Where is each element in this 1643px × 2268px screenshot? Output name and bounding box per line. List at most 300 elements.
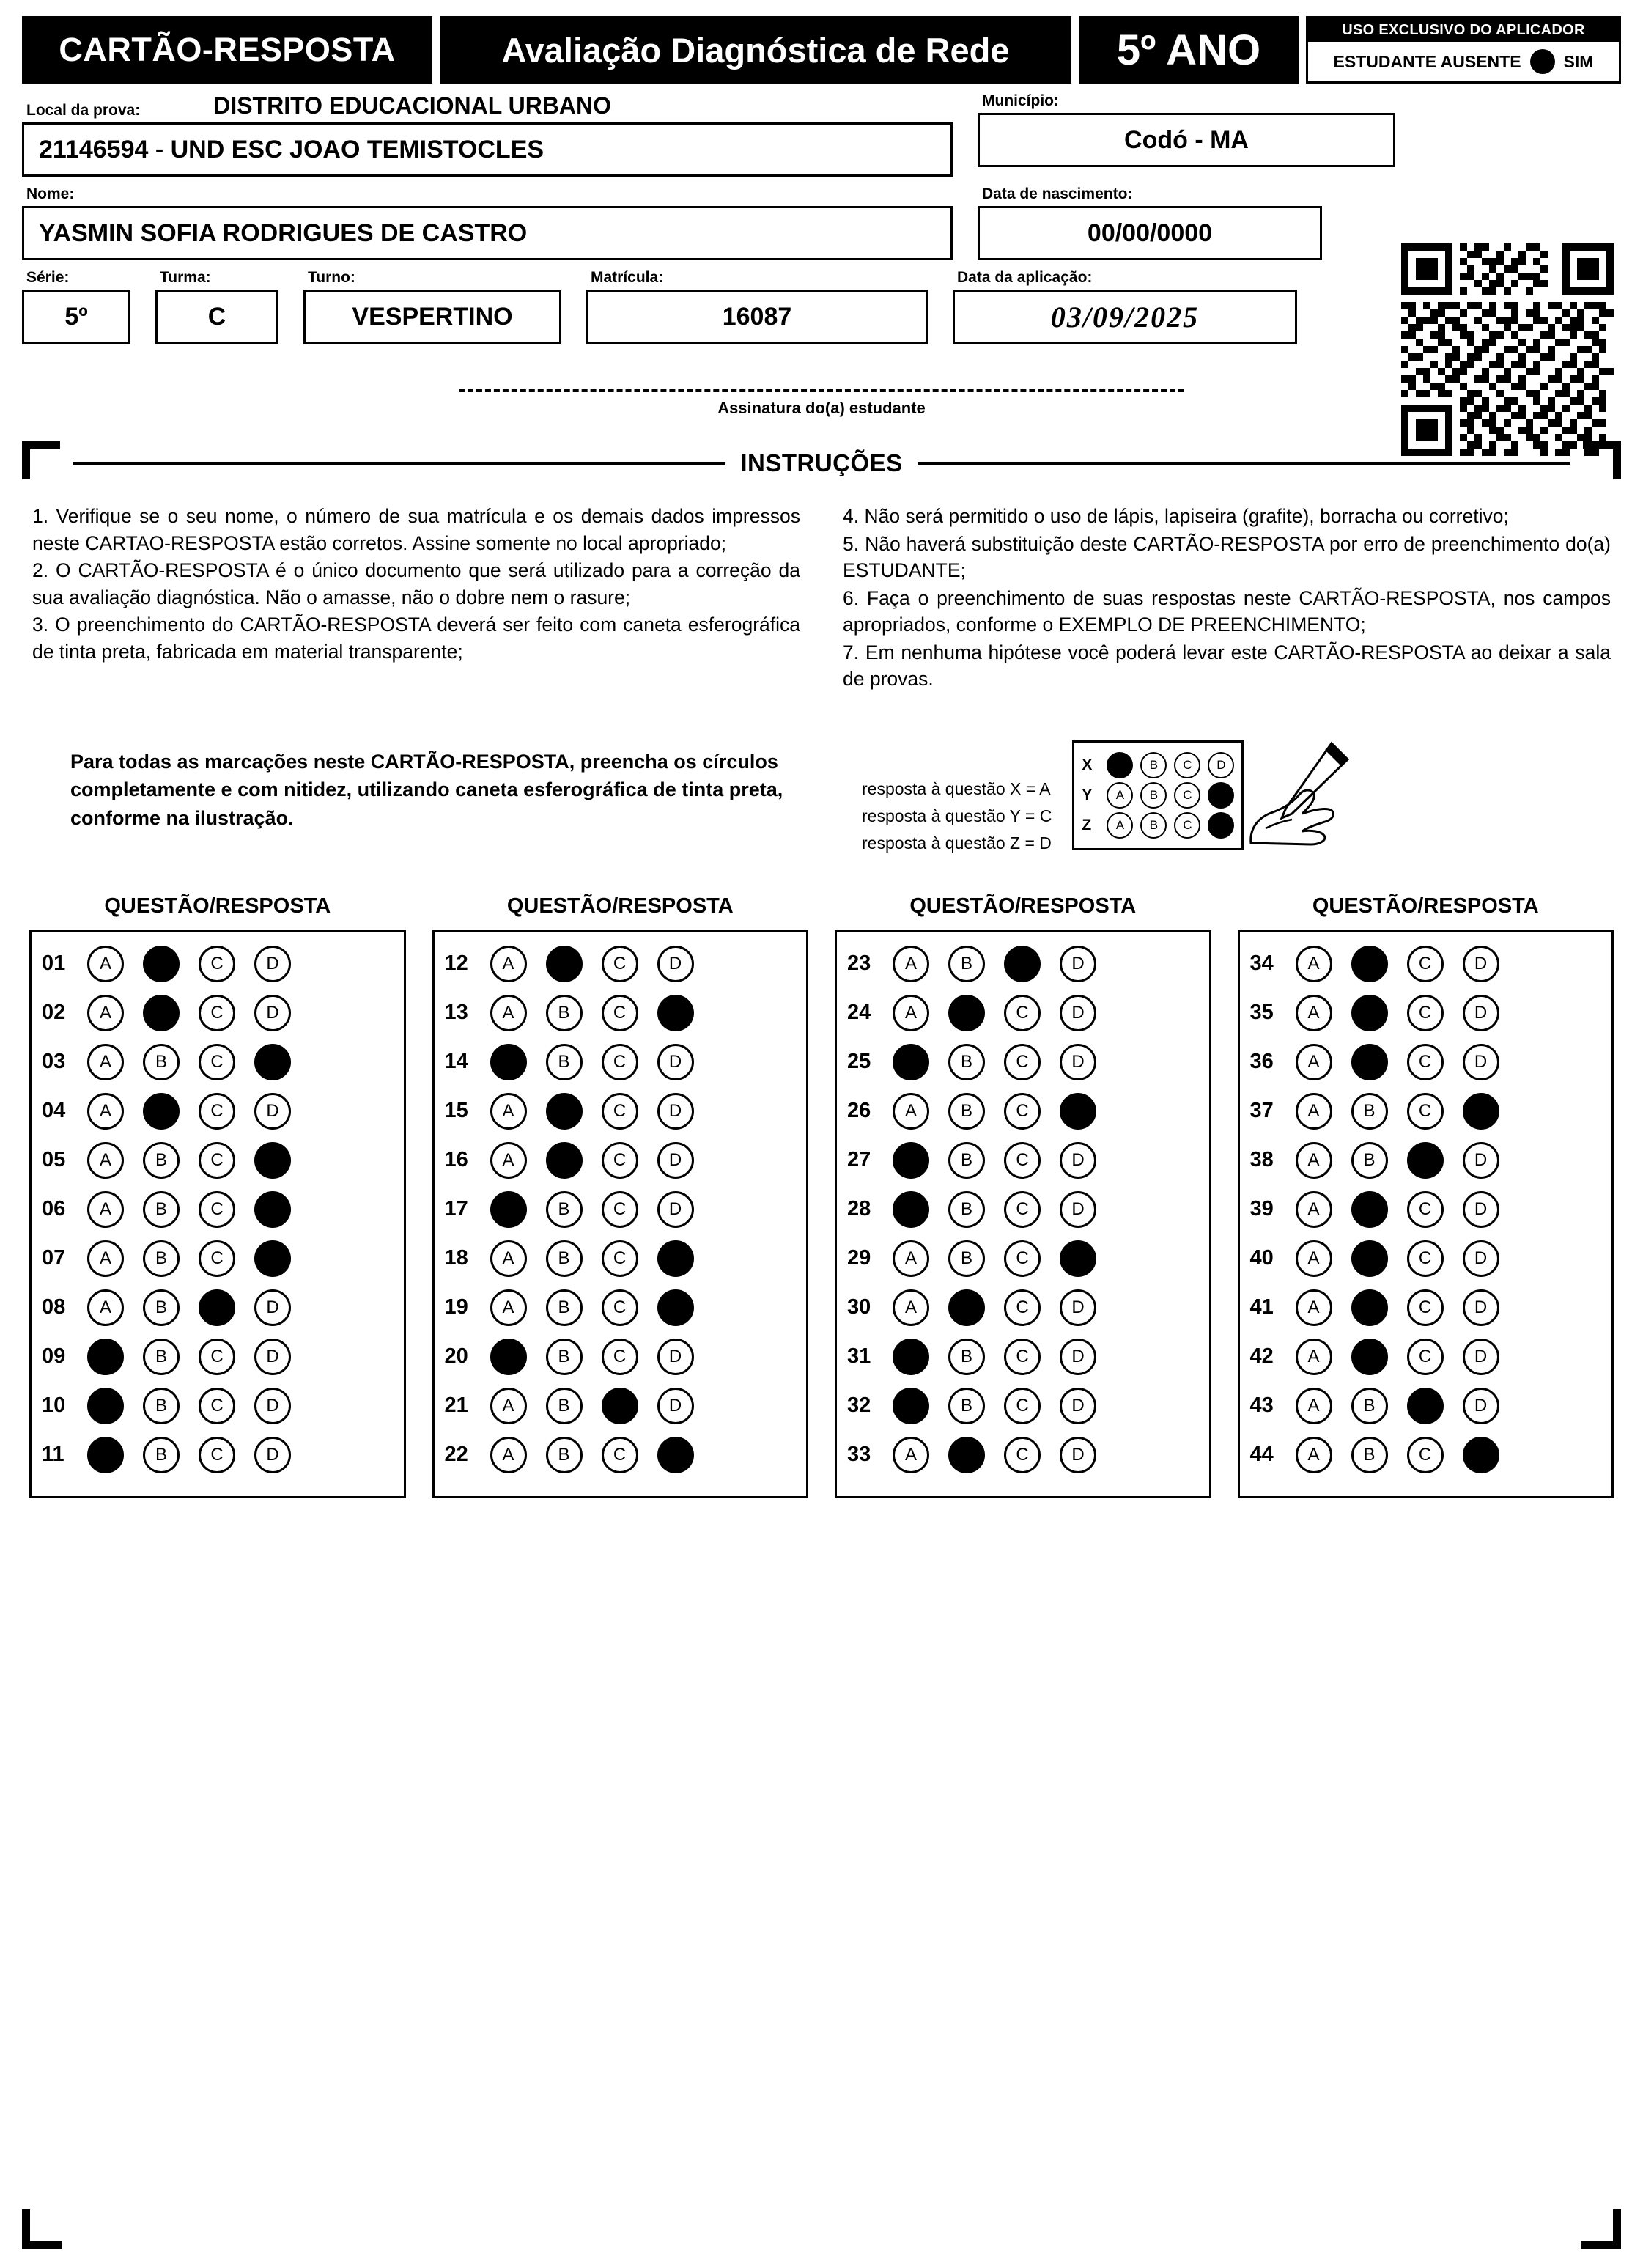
turma-field[interactable]: C [155, 290, 278, 344]
answer-bubble-d[interactable]: D [657, 1437, 694, 1473]
option-group [1296, 1044, 1602, 1080]
answer-bubble-c[interactable]: C [602, 1191, 638, 1228]
option-group [490, 1093, 797, 1130]
answer-bubble-b[interactable]: B [546, 1093, 583, 1130]
answer-bubble-d[interactable]: D [254, 1289, 291, 1326]
option-group [893, 1437, 1199, 1473]
option-group [1296, 1142, 1602, 1179]
answer-bubble-a[interactable]: A [893, 1437, 929, 1473]
absent-bubble-icon[interactable] [1530, 49, 1555, 74]
answer-bubble-b[interactable]: B [948, 1437, 985, 1473]
answer-bubble-b[interactable]: B [1351, 1142, 1388, 1179]
example-row-label: Z [1082, 816, 1092, 833]
answer-bubble-b[interactable]: B [948, 1240, 985, 1277]
answer-bubble-d[interactable]: D [254, 1044, 291, 1080]
answer-bubble-c[interactable]: C [1407, 1191, 1444, 1228]
question-number: 04 [42, 1099, 66, 1123]
answer-bubble-a[interactable]: A [490, 1240, 527, 1277]
answer-bubble-b[interactable]: B [546, 1437, 583, 1473]
answer-bubble-c[interactable]: C [1004, 946, 1041, 982]
corner-mark-bottom-right [1581, 2209, 1621, 2249]
nascimento-field[interactable]: 00/00/0000 [978, 206, 1322, 260]
answer-bubble-c[interactable]: C [1004, 1437, 1041, 1473]
answer-bubble-b[interactable]: B [143, 1044, 180, 1080]
answer-bubble-d[interactable]: D [657, 946, 694, 982]
answer-bubble-a[interactable]: A [490, 995, 527, 1031]
answer-bubble-a[interactable]: A [893, 1191, 929, 1228]
option-group [490, 1289, 797, 1326]
answer-bubble-a[interactable]: A [1296, 1289, 1332, 1326]
signature-line[interactable] [459, 389, 1184, 392]
answer-row [1250, 1339, 1602, 1375]
answer-bubble-d[interactable]: D [657, 995, 694, 1031]
answer-bubble-a[interactable]: A [1296, 1093, 1332, 1130]
answer-bubble-a[interactable]: A [490, 1339, 527, 1375]
question-number: 18 [444, 1246, 468, 1270]
answer-row [1250, 1142, 1602, 1179]
answer-bubble-a[interactable]: A [490, 1044, 527, 1080]
answer-bubble-b[interactable]: B [1351, 1339, 1388, 1375]
answer-bubble-c[interactable]: C [1004, 1388, 1041, 1424]
answer-bubble-a[interactable]: A [87, 995, 124, 1031]
answer-bubble-a[interactable]: A [87, 946, 124, 982]
answer-bubble-d[interactable]: D [657, 1339, 694, 1375]
answer-bubble-b[interactable]: B [1351, 1191, 1388, 1228]
answer-row [42, 1044, 394, 1080]
answer-bubble-c[interactable]: C [1004, 1191, 1041, 1228]
answer-bubble-b[interactable]: B [143, 1191, 180, 1228]
answer-bubble-b[interactable]: B [948, 1339, 985, 1375]
answer-bubble-c[interactable]: C [1407, 1093, 1444, 1130]
answer-row [42, 1093, 394, 1130]
answer-bubble-c[interactable]: C [1004, 1339, 1041, 1375]
answer-bubble-b[interactable]: B [143, 995, 180, 1031]
answer-bubble-c[interactable]: C [602, 1093, 638, 1130]
answer-bubble-d[interactable]: D [1060, 1191, 1096, 1228]
example-bubble-a[interactable]: A [1107, 812, 1133, 839]
answer-bubble-a[interactable]: A [490, 946, 527, 982]
answer-bubble-b[interactable]: B [948, 1191, 985, 1228]
answer-bubble-b[interactable]: B [546, 1240, 583, 1277]
answer-bubble-c[interactable]: C [199, 1142, 235, 1179]
answer-bubble-c[interactable]: C [1407, 1044, 1444, 1080]
answer-bubble-a[interactable]: A [1296, 1142, 1332, 1179]
answer-bubble-c[interactable]: C [602, 1142, 638, 1179]
answer-row [445, 1339, 797, 1375]
answer-bubble-c[interactable]: C [1004, 1093, 1041, 1130]
question-number: 35 [1249, 1001, 1274, 1025]
answer-bubble-a[interactable]: A [87, 1388, 124, 1424]
signature-area [459, 389, 1184, 418]
answer-bubble-d[interactable]: D [657, 1240, 694, 1277]
answer-bubble-d[interactable]: D [1060, 946, 1096, 982]
answer-row [1250, 1388, 1602, 1424]
answer-bubble-c[interactable]: C [199, 1240, 235, 1277]
card-type-label: CARTÃO-RESPOSTA [22, 16, 432, 84]
absent-row [1308, 42, 1619, 81]
answer-row [847, 995, 1199, 1031]
answer-bubble-a[interactable]: A [1296, 1339, 1332, 1375]
answer-bubble-b[interactable]: B [1351, 1044, 1388, 1080]
example-bubble-d[interactable]: D [1208, 752, 1234, 778]
corner-mark-top-left [22, 441, 60, 479]
matricula-field[interactable]: 16087 [586, 290, 928, 344]
answer-bubble-c[interactable]: C [199, 1388, 235, 1424]
answer-bubble-d[interactable]: D [657, 1289, 694, 1326]
answer-bubble-d[interactable]: D [1463, 1240, 1499, 1277]
answer-bubble-a[interactable]: A [893, 1388, 929, 1424]
answer-bubble-d[interactable]: D [1060, 1388, 1096, 1424]
answer-bubble-c[interactable]: C [602, 946, 638, 982]
answer-bubble-d[interactable]: D [1060, 1289, 1096, 1326]
answer-row [1250, 1437, 1602, 1473]
instructions-section [22, 441, 1621, 693]
answer-bubble-b[interactable]: B [1351, 1437, 1388, 1473]
row-nome [22, 177, 1621, 260]
answer-bubble-d[interactable]: D [1463, 1289, 1499, 1326]
answer-bubble-d[interactable]: D [657, 1142, 694, 1179]
answer-bubble-b[interactable]: B [546, 1191, 583, 1228]
instruction-item: 2. O CARTÃO-RESPOSTA é o único documento que será utilizado para a correção da sua avaliação diagnóstica. Não o amasse, não o dobre nem o rasure; [32, 559, 800, 608]
answer-bubble-b[interactable]: B [546, 1388, 583, 1424]
instructions-header [22, 441, 1621, 485]
answer-bubble-b[interactable]: B [143, 1437, 180, 1473]
answer-row [847, 1044, 1199, 1080]
answer-bubble-b[interactable]: B [143, 1240, 180, 1277]
example-bubble-a[interactable]: A [1107, 752, 1133, 778]
answer-bubble-b[interactable]: B [1351, 1388, 1388, 1424]
answer-bubble-d[interactable]: D [657, 1388, 694, 1424]
option-group [893, 1142, 1199, 1179]
answer-column-title: QUESTÃO/RESPOSTA [909, 894, 1137, 918]
answer-bubble-a[interactable]: A [87, 1437, 124, 1473]
answer-bubble-a[interactable]: A [490, 1388, 527, 1424]
school-field[interactable]: 21146594 - UND ESC JOAO TEMISTOCLES [22, 122, 953, 177]
answer-bubble-a[interactable]: A [87, 1339, 124, 1375]
answer-bubble-a[interactable]: A [87, 1142, 124, 1179]
answer-bubble-a[interactable]: A [893, 1289, 929, 1326]
answer-row [1250, 946, 1602, 982]
answer-bubble-c[interactable]: C [1407, 946, 1444, 982]
option-group [893, 995, 1199, 1031]
question-number: 21 [444, 1393, 468, 1418]
answer-bubble-a[interactable]: A [87, 1240, 124, 1277]
option-group [490, 1388, 797, 1424]
answer-bubble-c[interactable]: C [1407, 1388, 1444, 1424]
answer-bubble-b[interactable]: B [948, 995, 985, 1031]
answer-bubble-c[interactable]: C [199, 946, 235, 982]
answer-bubble-a[interactable]: A [1296, 1240, 1332, 1277]
answer-bubble-d[interactable]: D [254, 946, 291, 982]
question-number: 36 [1249, 1050, 1274, 1074]
answer-bubble-a[interactable]: A [1296, 1044, 1332, 1080]
answer-bubble-d[interactable]: D [1060, 1240, 1096, 1277]
answer-row [847, 946, 1199, 982]
answer-bubble-c[interactable]: C [1004, 995, 1041, 1031]
answer-bubble-c[interactable]: C [1004, 1142, 1041, 1179]
answer-bubble-c[interactable]: C [602, 995, 638, 1031]
answer-bubble-a[interactable]: A [490, 1093, 527, 1130]
answer-row [42, 1240, 394, 1277]
answer-column [29, 894, 406, 1498]
answer-bubble-a[interactable]: A [1296, 995, 1332, 1031]
answer-row [445, 995, 797, 1031]
answer-row [1250, 1240, 1602, 1277]
question-number: 25 [847, 1050, 871, 1074]
option-group [893, 1240, 1199, 1277]
answer-bubble-b[interactable]: B [143, 1339, 180, 1375]
answer-bubble-d[interactable]: D [254, 1093, 291, 1130]
nome-field[interactable]: YASMIN SOFIA RODRIGUES DE CASTRO [22, 206, 953, 260]
answer-bubble-a[interactable]: A [490, 1142, 527, 1179]
answer-bubble-a[interactable]: A [893, 1240, 929, 1277]
answer-bubble-d[interactable]: D [1060, 1142, 1096, 1179]
answer-bubble-b[interactable]: B [1351, 946, 1388, 982]
answer-bubble-b[interactable]: B [143, 1388, 180, 1424]
answer-bubble-a[interactable]: A [1296, 1437, 1332, 1473]
example-bubble-c[interactable]: C [1174, 752, 1200, 778]
answer-column-title: QUESTÃO/RESPOSTA [1312, 894, 1539, 918]
instructions-left-column [32, 503, 800, 693]
answer-bubble-c[interactable]: C [602, 1044, 638, 1080]
answer-bubble-c[interactable]: C [1407, 1437, 1444, 1473]
answer-bubble-c[interactable]: C [602, 1240, 638, 1277]
answer-bubble-d[interactable]: D [254, 1191, 291, 1228]
answer-bubble-a[interactable]: A [490, 1191, 527, 1228]
option-group [490, 946, 797, 982]
answer-bubble-d[interactable]: D [254, 995, 291, 1031]
answer-bubble-b[interactable]: B [948, 1044, 985, 1080]
answer-row [445, 1044, 797, 1080]
answer-bubble-a[interactable]: A [490, 1289, 527, 1326]
answer-bubble-c[interactable]: C [1004, 1289, 1041, 1326]
answer-row [1250, 1191, 1602, 1228]
answer-bubble-c[interactable]: C [199, 1044, 235, 1080]
answer-bubble-b[interactable]: B [546, 995, 583, 1031]
option-group [490, 1191, 797, 1228]
option-group [87, 995, 394, 1031]
answer-bubble-c[interactable]: C [199, 1093, 235, 1130]
option-group [1296, 995, 1602, 1031]
answer-bubble-b[interactable]: B [948, 1093, 985, 1130]
answer-row [1250, 995, 1602, 1031]
answer-row [445, 1388, 797, 1424]
example-bubble-d[interactable]: D [1208, 782, 1234, 809]
example-bubble-b[interactable]: B [1140, 782, 1167, 809]
example-bubble-c[interactable]: C [1174, 782, 1200, 809]
option-group [490, 995, 797, 1031]
example-answer: resposta à questão Y = C [862, 806, 1052, 826]
example-bubble-b[interactable]: B [1140, 752, 1167, 778]
answer-row [42, 1142, 394, 1179]
example-row-label: Y [1082, 786, 1093, 803]
answer-column-box [1238, 930, 1614, 1498]
answer-bubble-b[interactable]: B [1351, 1289, 1388, 1326]
example-bubble-c[interactable]: C [1174, 812, 1200, 839]
answer-bubble-a[interactable]: A [87, 1044, 124, 1080]
answer-bubble-c[interactable]: C [602, 1339, 638, 1375]
nascimento-label: Data de nascimento: [982, 185, 1133, 202]
answer-bubble-b[interactable]: B [1351, 995, 1388, 1031]
answer-bubble-d[interactable]: D [1060, 1044, 1096, 1080]
option-group [490, 1437, 797, 1473]
answer-bubble-d[interactable]: D [657, 1191, 694, 1228]
answer-bubble-b[interactable]: B [948, 1289, 985, 1326]
answer-bubble-d[interactable]: D [1463, 1142, 1499, 1179]
answer-bubble-a[interactable]: A [893, 1339, 929, 1375]
answer-bubble-c[interactable]: C [1004, 1044, 1041, 1080]
answer-bubble-a[interactable]: A [87, 1093, 124, 1130]
answer-bubble-a[interactable]: A [893, 995, 929, 1031]
answer-bubble-d[interactable]: D [1463, 1339, 1499, 1375]
answer-bubble-b[interactable]: B [143, 946, 180, 982]
answer-bubble-b[interactable]: B [546, 1142, 583, 1179]
question-number: 10 [42, 1393, 66, 1418]
option-group [87, 1339, 394, 1375]
question-number: 09 [42, 1344, 66, 1369]
answer-bubble-d[interactable]: D [657, 1093, 694, 1130]
answer-bubble-c[interactable]: C [602, 1388, 638, 1424]
answer-column-box [29, 930, 406, 1498]
answer-bubble-b[interactable]: B [143, 1142, 180, 1179]
answer-bubble-d[interactable]: D [1463, 1437, 1499, 1473]
question-number: 15 [444, 1099, 468, 1123]
answer-bubble-d[interactable]: D [254, 1437, 291, 1473]
applicator-box [1306, 16, 1621, 84]
answer-bubble-d[interactable]: D [1463, 1044, 1499, 1080]
answer-bubble-b[interactable]: B [1351, 1240, 1388, 1277]
question-number: 01 [42, 951, 66, 976]
answer-bubble-d[interactable]: D [254, 1142, 291, 1179]
answer-row [847, 1142, 1199, 1179]
corner-mark-bottom-left [22, 2209, 62, 2249]
question-number: 31 [847, 1344, 871, 1369]
answer-bubble-d[interactable]: D [1060, 995, 1096, 1031]
answer-bubble-d[interactable]: D [254, 1388, 291, 1424]
answer-bubble-b[interactable]: B [948, 1388, 985, 1424]
answer-column-title: QUESTÃO/RESPOSTA [506, 894, 734, 918]
answer-bubble-c[interactable]: C [1004, 1240, 1041, 1277]
question-number: 22 [444, 1443, 468, 1467]
answer-bubble-c[interactable]: C [1407, 1240, 1444, 1277]
example-bubble-b[interactable]: B [1140, 812, 1167, 839]
option-group [893, 1388, 1199, 1424]
header [22, 16, 1621, 84]
answer-bubble-a[interactable]: A [893, 1142, 929, 1179]
answer-bubble-c[interactable]: C [199, 1191, 235, 1228]
answer-bubble-a[interactable]: A [893, 946, 929, 982]
answer-bubble-d[interactable]: D [254, 1339, 291, 1375]
answer-bubble-c[interactable]: C [199, 1289, 235, 1326]
answer-bubble-b[interactable]: B [546, 946, 583, 982]
answer-bubble-c[interactable]: C [1407, 995, 1444, 1031]
answer-row [445, 946, 797, 982]
question-number: 24 [847, 1001, 871, 1025]
municipio-field[interactable]: Codó - MA [978, 113, 1395, 167]
option-group [893, 1289, 1199, 1326]
answer-bubble-b[interactable]: B [948, 946, 985, 982]
answer-bubble-d[interactable]: D [1463, 1388, 1499, 1424]
answer-bubble-c[interactable]: C [1407, 1289, 1444, 1326]
answer-bubble-b[interactable]: B [948, 1142, 985, 1179]
answer-bubble-d[interactable]: D [1463, 995, 1499, 1031]
rule-left [73, 462, 725, 465]
answer-row [445, 1240, 797, 1277]
question-number: 38 [1249, 1148, 1274, 1172]
answer-bubble-a[interactable]: A [1296, 1388, 1332, 1424]
instruction-item: 3. O preenchimento do CARTÃO-RESPOSTA deverá ser feito com caneta esferográfica de tinta preta, fabricada em material transparente; [32, 614, 800, 663]
option-group [1296, 1240, 1602, 1277]
example-bubble-grid [1072, 740, 1244, 850]
option-group [893, 946, 1199, 982]
answer-bubble-b[interactable]: B [143, 1093, 180, 1130]
answer-bubble-c[interactable]: C [199, 995, 235, 1031]
option-group [1296, 946, 1602, 982]
option-group [87, 1093, 394, 1130]
answer-bubble-b[interactable]: B [546, 1339, 583, 1375]
answer-bubble-a[interactable]: A [1296, 1191, 1332, 1228]
answer-row [1250, 1044, 1602, 1080]
answer-bubble-c[interactable]: C [602, 1437, 638, 1473]
answer-bubble-b[interactable]: B [546, 1289, 583, 1326]
aplicacao-label: Data da aplicação: [957, 269, 1093, 286]
answer-bubble-a[interactable]: A [893, 1093, 929, 1130]
example-bubble-a[interactable]: A [1107, 782, 1133, 809]
serie-field[interactable]: 5º [22, 290, 130, 344]
answer-bubble-d[interactable]: D [1463, 1093, 1499, 1130]
answer-row [445, 1437, 797, 1473]
answer-bubble-c[interactable]: C [199, 1437, 235, 1473]
answer-bubble-d[interactable]: D [254, 1240, 291, 1277]
answer-bubble-a[interactable]: A [893, 1044, 929, 1080]
aplicacao-field[interactable]: 03/09/2025 [953, 290, 1297, 344]
answer-row [42, 995, 394, 1031]
answer-column [1238, 894, 1614, 1498]
answer-bubble-d[interactable]: D [1060, 1339, 1096, 1375]
answer-bubble-d[interactable]: D [1463, 946, 1499, 982]
turno-field[interactable]: VESPERTINO [303, 290, 561, 344]
answer-column [835, 894, 1211, 1498]
answer-bubble-c[interactable]: C [199, 1339, 235, 1375]
answer-bubble-a[interactable]: A [87, 1191, 124, 1228]
answer-bubble-b[interactable]: B [546, 1044, 583, 1080]
option-group [87, 1142, 394, 1179]
qr-code [1401, 243, 1614, 456]
option-group [1296, 1339, 1602, 1375]
answer-bubble-c[interactable]: C [1407, 1142, 1444, 1179]
answer-bubble-d[interactable]: D [1463, 1191, 1499, 1228]
answer-sheet [22, 894, 1621, 1498]
answer-row [42, 1191, 394, 1228]
question-number: 23 [847, 951, 871, 976]
answer-column-box [432, 930, 809, 1498]
answer-bubble-b[interactable]: B [143, 1289, 180, 1326]
answer-row [42, 1437, 394, 1473]
answer-bubble-c[interactable]: C [602, 1289, 638, 1326]
example-answer-list [862, 740, 1052, 858]
answer-bubble-d[interactable]: D [1060, 1437, 1096, 1473]
answer-bubble-d[interactable]: D [657, 1044, 694, 1080]
answer-bubble-a[interactable]: A [1296, 946, 1332, 982]
answer-bubble-a[interactable]: A [490, 1437, 527, 1473]
answer-bubble-c[interactable]: C [1407, 1339, 1444, 1375]
answer-bubble-a[interactable]: A [87, 1289, 124, 1326]
example-bubble-d[interactable]: D [1208, 812, 1234, 839]
answer-bubble-d[interactable]: D [1060, 1093, 1096, 1130]
answer-bubble-b[interactable]: B [1351, 1093, 1388, 1130]
answer-row [445, 1289, 797, 1326]
question-number: 26 [847, 1099, 871, 1123]
